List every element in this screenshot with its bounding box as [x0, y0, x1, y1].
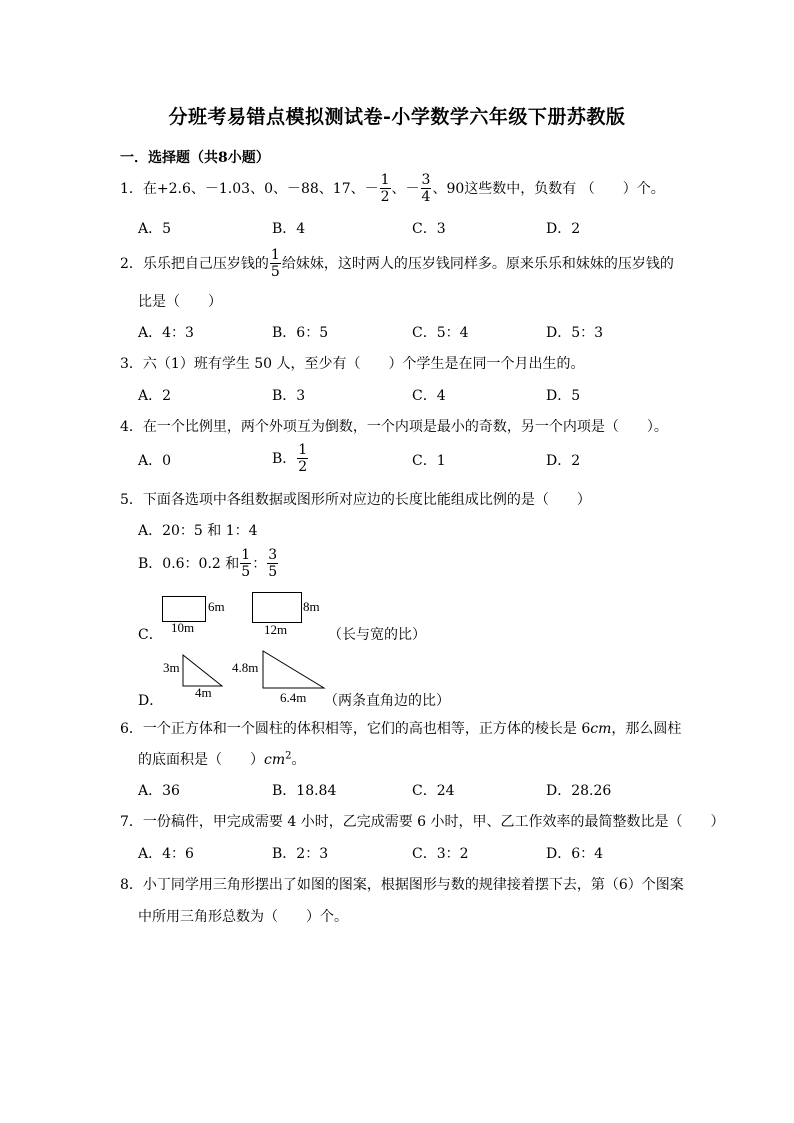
q7-option-b[interactable]: B．2：3	[272, 846, 329, 862]
q4-option-d[interactable]: D．2	[546, 453, 581, 469]
question-3: 3．六（1）班有学生 50 人，至少有（ ）个学生是在同一个月出生的。	[120, 356, 585, 372]
rect-1-side-label: 6m	[208, 599, 225, 614]
triangle-1-bottom-label: 4m	[195, 685, 212, 700]
q6-text-line2: 的底面积是（ ）$cm^2$。	[138, 750, 306, 768]
q5-b-fraction-1: $\frac{1}{5}$	[241, 546, 251, 580]
q6-option-b[interactable]: B．18.84	[272, 783, 337, 799]
q5-c-note: （长与宽的比）	[328, 627, 426, 643]
q2-option-a[interactable]: A．4：3	[138, 325, 194, 341]
q4-option-b-fraction: $\frac{1}{2}$	[298, 441, 308, 475]
triangle-1-side-label: 3m	[163, 660, 180, 675]
rect-1-bottom-label: 10m	[171, 620, 195, 635]
q1-option-b[interactable]: B．4	[272, 221, 306, 237]
question-4: 4．在一个比例里，两个外项互为倒数，一个内项是最小的奇数，另一个内项是（ ）。	[120, 419, 668, 435]
rect-2-side-label: 8m	[303, 599, 320, 614]
unit-cm2: cm	[264, 752, 286, 768]
q8-text-line2: 中所用三角形总数为（ ）个。	[138, 909, 348, 925]
q5-option-a[interactable]: A．20：5 和 1：4	[138, 523, 258, 539]
question-8: 8．小丁同学用三角形摆出了如图的图案，根据图形与数的规律接着摆下去，第（6）个图案	[120, 877, 684, 893]
q7-option-c[interactable]: C．3：2	[412, 846, 469, 862]
question-1	[120, 168, 665, 208]
question-2	[120, 243, 674, 283]
question-6: 6．一个正方体和一个圆柱的体积相等，它们的高也相等，正方体的棱长是 6cm，那么圆柱	[120, 721, 682, 737]
q2-text-pre: 2．乐乐把自己压岁钱的	[120, 256, 269, 272]
q1-text-post: 、90这些数中，负数有 （ ）个。	[432, 181, 665, 197]
triangle-2-bottom-label: 6.4m	[280, 690, 307, 705]
q6-option-d[interactable]: D．28.26	[546, 783, 612, 799]
q3-option-c[interactable]: C．4	[412, 388, 446, 404]
q1-fraction-2: $\frac{3}{4}$	[421, 171, 431, 205]
q5-d-label: D．	[138, 693, 164, 709]
q1-option-d[interactable]: D．2	[546, 221, 581, 237]
rectangle-1	[162, 596, 206, 622]
q2-option-d[interactable]: D．5：3	[546, 325, 604, 341]
q3-option-b[interactable]: B．3	[272, 388, 306, 404]
q1-separator: 、－	[391, 181, 420, 197]
q2-option-c[interactable]: C．5：4	[412, 325, 469, 341]
q7-option-d[interactable]: D．6：4	[546, 846, 604, 862]
q6-option-a[interactable]: A．36	[138, 783, 180, 799]
q4-option-b[interactable]: B． $\frac{1}{2}$	[272, 441, 308, 475]
q3-option-a[interactable]: A．2	[138, 388, 172, 404]
q4-option-c[interactable]: C．1	[412, 453, 446, 469]
q5-b-fraction-2: $\frac{3}{5}$	[268, 546, 278, 580]
rectangle-2	[252, 592, 302, 623]
q1-fraction-1: $\frac{1}{2}$	[380, 171, 390, 205]
q5-option-b[interactable]: B．0.6：0.2 和 $\frac{1}{5}$ ： $\frac{3}{5}$	[138, 546, 278, 580]
q1-option-c[interactable]: C．3	[412, 221, 446, 237]
q4-option-a[interactable]: A．0	[138, 453, 172, 469]
page-title: 分班考易错点模拟测试卷-小学数学六年级下册苏教版	[168, 106, 626, 128]
q5-d-note: （两条直角边的比）	[324, 693, 450, 709]
q7-option-a[interactable]: A．4：6	[138, 846, 194, 862]
q5-option-d[interactable]	[138, 650, 468, 710]
q1-option-a[interactable]: A．5	[138, 221, 172, 237]
triangle-1	[182, 654, 224, 688]
triangle-2-side-label: 4.8m	[232, 660, 259, 675]
q2-fraction: $\frac{1}{5}$	[270, 246, 280, 280]
question-5: 5．下面各选项中各组数据或图形所对应边的长度比能组成比例的是（ ）	[120, 492, 591, 508]
q2-text-post: 给妹妹，这时两人的压岁钱同样多。原来乐乐和妹妹的压岁钱的	[281, 256, 674, 272]
section-heading: 一．选择题（共8小题）	[120, 150, 270, 166]
q1-text-pre: 1．在+2.6、－1.03、0、－88、17、－	[120, 181, 379, 197]
rect-2-bottom-label: 12m	[264, 622, 288, 637]
q5-c-label: C．	[138, 627, 163, 643]
q6-option-c[interactable]: C．24	[412, 783, 455, 799]
unit-cm: cm	[590, 721, 612, 737]
q3-option-d[interactable]: D．5	[546, 388, 581, 404]
q5-option-c[interactable]	[138, 592, 438, 642]
question-7: 7．一份稿件，甲完成需要 4 小时，乙完成需要 6 小时，甲、乙工作效率的最简整数比是（ ）	[120, 814, 725, 830]
triangle-2	[262, 650, 326, 690]
q2-option-b[interactable]: B．6：5	[272, 325, 329, 341]
q2-text-line2: 比是（ ）	[138, 294, 222, 310]
